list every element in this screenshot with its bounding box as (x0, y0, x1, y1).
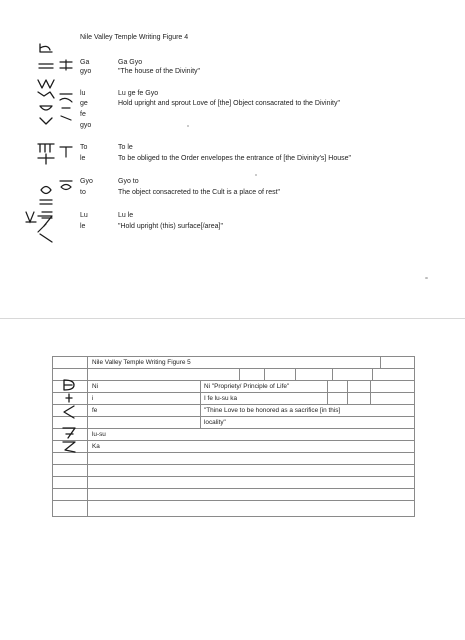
scan-speck (187, 125, 189, 127)
figure5-table (52, 356, 415, 517)
fig5-syllable-fe: fe (92, 407, 98, 414)
translation-lu-ge-fe-gyo: Hold upright and sprout Love of [the] Object consacrated to the Divinity" (118, 100, 340, 107)
reading-to-le: To le (118, 144, 133, 151)
syllable-le: le (80, 155, 86, 162)
syllable-ga: Ga (80, 59, 90, 66)
syllable-gyo-3: Gyo (80, 178, 93, 185)
fig5-translation-locality: locality" (204, 419, 226, 426)
glyph-ga-icon (58, 58, 74, 72)
glyph-gyo-icon (58, 178, 74, 194)
syllable-fe: fe (80, 111, 86, 118)
glyph-to-icon (58, 144, 74, 160)
figure4-title: Nile Valley Temple Writing Figure 4 (80, 34, 189, 41)
fig5-syllable-i: i (92, 395, 94, 402)
translation-ga-gyo: "The house of the Divinity" (118, 68, 201, 75)
reading-lu-ge-fe-gyo: Lu ge fe Gyo (118, 90, 159, 97)
syllable-to-2: to (80, 189, 86, 196)
syllable-lu-2: Lu (80, 212, 88, 219)
syllable-gyo-2: gyo (80, 122, 92, 129)
fig5-syllable-lu-su: lu-su (92, 431, 106, 438)
syllable-to: To (80, 144, 88, 151)
translation-to-le: To be obliged to the Order envelopes the entrance of [the Divinity's] House" (118, 155, 352, 162)
glyph-lu-le-icon (22, 208, 54, 236)
fig5-syllable-ni: Ni (92, 383, 99, 390)
reading-lu-le: Lu le (118, 212, 134, 219)
fig5-translation-ni: Ni "Propriety/ Principle of Life" (204, 383, 290, 390)
reading-ga-gyo: Ga Gyo (118, 59, 143, 66)
glyph-column-icon (58, 378, 82, 454)
syllable-le-2: le (80, 223, 86, 230)
scan-speck (425, 277, 428, 279)
sheet-divider (0, 318, 465, 319)
translation-lu-le: "Hold upright (this) surface[/area]" (118, 223, 223, 230)
fig5-translation-i: I fe lu-su ka (204, 395, 238, 402)
reading-gyo-to: Gyo to (118, 178, 139, 185)
translation-gyo-to: The object consacreted to the Cult is a place of rest" (118, 189, 281, 196)
glyph-lu-icon (58, 90, 74, 126)
syllable-lu: lu (80, 90, 86, 97)
syllable-ge: ge (80, 100, 88, 107)
fig5-translation-fe: "Thine Love to be honored as a sacrifice [in this] (204, 407, 341, 414)
syllable-gyo: gyo (80, 68, 92, 75)
scan-speck (255, 174, 257, 176)
figure5-title: Nile Valley Temple Writing Figure 5 (92, 359, 191, 366)
fig5-syllable-ka: Ka (92, 443, 100, 450)
